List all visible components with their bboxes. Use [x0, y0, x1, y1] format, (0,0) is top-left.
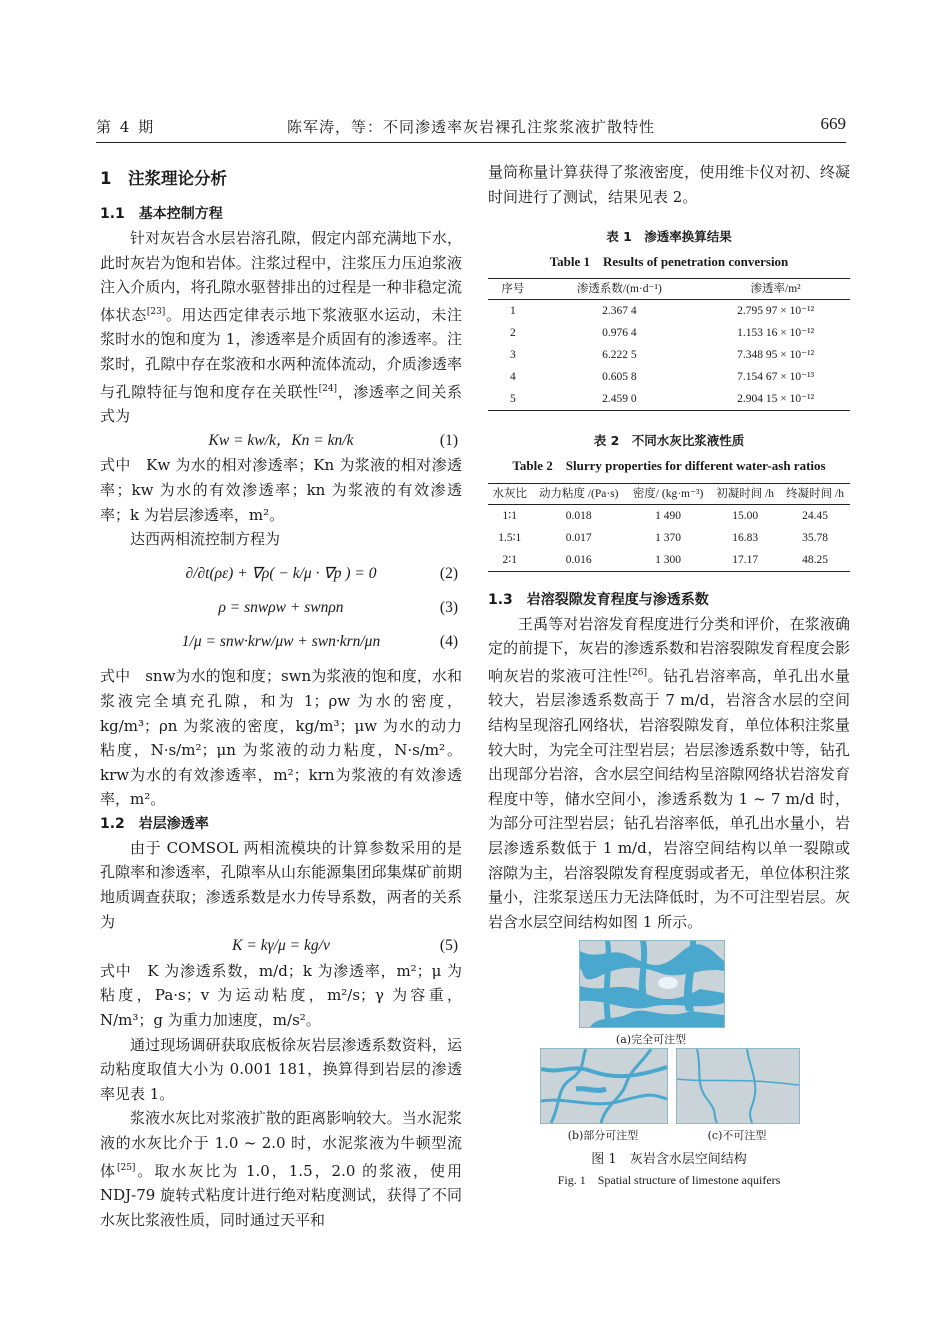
citation: [26]	[628, 667, 648, 678]
table-2	[488, 483, 850, 572]
paragraph: 式中 snw为水的饱和度；swn为浆液的饱和度，水和浆液完全填充孔隙，和为 1；ρw 为水的密度，kg/m³；ρn 为浆液的密度，kg/m³；μw 为水的动力粘度，N·s/m²；μn 为浆液的动力粘度，N·s/m²。krw为水的有效渗透率，m²；krn为浆液的有效渗透率，m²。	[100, 667, 462, 809]
table-2-caption-en: Table 2 Slurry properties for different water-ash ratios	[512, 457, 826, 473]
figure-1-caption-en: Fig. 1 Spatial structure of limestone aquifers	[557, 1173, 781, 1188]
page-number: 669	[820, 114, 846, 133]
table-1	[488, 278, 850, 411]
paragraph: 由于 COMSOL 两相流模块的计算参数采用的是孔隙率和渗透率，孔隙率从山东能源集团邱集煤矿前期地质调查获取；渗透系数是水力传导系数，两者的关系为	[100, 838, 462, 931]
section-heading-1-1: 1.1 基本控制方程	[100, 206, 223, 222]
fissure-network-image	[541, 1049, 667, 1123]
single-fissure-image	[677, 1049, 799, 1123]
figure-1	[488, 940, 850, 1168]
table-header: 密度/ (kg·m⁻³)	[626, 483, 710, 504]
header-rule	[96, 142, 846, 143]
paragraph: 式中 K 为渗透系数，m/d；k 为渗透率，m²；μ 为粘度，Pa·s；v 为运动粘度，m²/s；γ 为容重，N/m³；g 为重力加速度，m/s²。	[100, 961, 462, 1030]
table-row: 1 2.367 4 2.795 97 × 10⁻¹²	[509, 305, 815, 318]
table-row: 3 6.222 5 7.348 95 × 10⁻¹²	[509, 349, 815, 362]
table-header: 渗透系数/(m·d⁻¹)	[538, 279, 701, 300]
table-row: 2 0.976 4 1.153 16 × 10⁻¹²	[509, 327, 815, 340]
paragraph: 量筒称量计算获得了浆液密度，使用维卡仪对初、终凝时间进行了测试，结果见表 2。	[488, 163, 850, 206]
citation: [25]	[116, 1162, 136, 1173]
figure-1a-image	[579, 940, 725, 1028]
table-1-caption-en: Table 1 Results of penetration conversion	[549, 253, 789, 269]
figure-1-caption: 图 1 灰岩含水层空间结构	[591, 1152, 747, 1168]
equation-3: ρ = snwρw + swnρn (3)	[218, 598, 458, 616]
table-1-caption: 表 1 渗透率换算结果	[606, 229, 732, 245]
right-column	[488, 160, 850, 1193]
figure-1b-label: (b)部分可注型	[567, 1129, 639, 1143]
section-heading-1-3: 1.3 岩溶裂隙发育程度与渗透系数	[488, 591, 709, 608]
table-2-caption: 表 2 不同水灰比浆液性质	[593, 433, 745, 449]
paragraph: 达西两相流控制方程为	[130, 530, 281, 549]
karst-network-image	[580, 941, 724, 1027]
table-row: 1∶1 0.018 1 490 15.00 24.45	[502, 509, 828, 522]
left-column	[100, 160, 462, 1232]
figure-1b-image	[540, 1048, 668, 1124]
table-header: 渗透率/m²	[701, 279, 850, 300]
table-header: 终凝时间 /h	[780, 483, 850, 504]
section-heading-1: 1 注浆理论分析	[100, 169, 227, 188]
paragraph: 通过现场调研获取底板徐灰岩层渗透系数资料，运动粘度取值大小为 0.001 181，换算得到岩层的渗透率见表 1。	[100, 1035, 462, 1103]
paragraph: 针对灰岩含水层岩溶孔隙，假定内部充满地下水，此时灰岩为饱和岩体。注浆过程中，注浆压力压迫浆液注入介质内，将孔隙水驱替排出的过程是一种非稳定流体状态[23]。用达西定律表示地下浆液驱水运动，未注浆时水的饱和度为 1，渗透率是介质固有的渗透率。注浆时，孔隙中存在浆液和水两种流体流动，介质渗透率与孔隙特征与饱和度存在关联性[24]，渗透率之间关系式为	[100, 229, 462, 426]
table-header: 水灰比	[488, 483, 532, 504]
table-header: 动力粘度 /(Pa·s)	[532, 483, 626, 504]
figure-1a-label: (a)完全可注型	[615, 1033, 687, 1047]
figure-1c-image	[676, 1048, 800, 1124]
table-row: 4 0.605 8 7.154 67 × 10⁻¹³	[509, 371, 815, 384]
running-title: 陈军涛，等：不同渗透率灰岩裸孔注浆浆液扩散特性	[286, 118, 655, 136]
issue-label: 第 4 期	[96, 118, 156, 136]
table-header: 初凝时间 /h	[710, 483, 780, 504]
equation-5: K = kγ/μ = kg/v (5)	[232, 937, 458, 955]
table-row: 5 2.459 0 2.904 15 × 10⁻¹²	[509, 393, 815, 406]
citation: [24]	[318, 383, 338, 394]
table-row: 1.5∶1 0.017 1 370 16.83 35.78	[498, 531, 828, 544]
equation-1: Kw = kw/k，Kn = kn/k (1)	[208, 431, 458, 449]
figure-1c-label: (c)不可注型	[707, 1129, 767, 1143]
citation: [23]	[146, 306, 166, 317]
equation-2: ∂/∂t(ρε) + ∇ρ( − k/μ · ∇p ) = 0 (2)	[185, 564, 458, 582]
paragraph: 式中 Kw 为水的相对渗透率；Kn 为浆液的相对渗透率；kw 为水的有效渗透率；kn 为浆液的有效渗透率；k 为岩层渗透率，m²。	[100, 456, 462, 524]
equation-4: 1/μ = snw·krw/μw + swn·krn/μn (4)	[181, 633, 458, 651]
running-header	[96, 112, 846, 142]
paragraph: 王禹等对岩溶发育程度进行分类和评价，在浆液确定的前提下，灰岩的渗透系数和岩溶裂隙发育程度会影响灰岩的浆液可注性[26]。钻孔岩溶率高，单孔出水量较大，岩层渗透系数高于 7 m/d，岩溶含水层的空间结构呈现溶孔网络状，岩溶裂隙发育，单位体积注浆量较大时，为完全可注型岩层；岩层渗透系数中等，钻孔出现部分岩溶，含水层空间结构呈溶隙网络状岩溶发育程度中等，储水空间小，渗透系数为 1 ~ 7 m/d 时，为部分可注型岩层；钻孔岩溶率低，单孔出水量小，岩层渗透系数低于 1 m/d，岩溶空间结构以单一裂隙或溶隙为主，岩溶裂隙发育程度弱或者无，单位体积注浆量小，注浆泵送压力无法降低时，为不可注型岩层。灰岩含水层空间结构如图 1 所示。	[488, 614, 850, 931]
table-header: 序号	[488, 279, 538, 300]
section-heading-1-2: 1.2 岩层渗透率	[100, 815, 209, 832]
paragraph: 浆液水灰比对浆液扩散的距离影响较大。当水泥浆液的水灰比介于 1.0 ~ 2.0 时，水泥浆液为牛顿型流体[25]。取水灰比为 1.0，1.5，2.0 的浆液，使用 NDJ-79 旋转式粘度计进行绝对粘度测试，获得了不同水灰比浆液性质，同时通过天平和	[100, 1109, 462, 1229]
table-row: 2∶1 0.016 1 300 17.17 48.25	[502, 553, 828, 566]
